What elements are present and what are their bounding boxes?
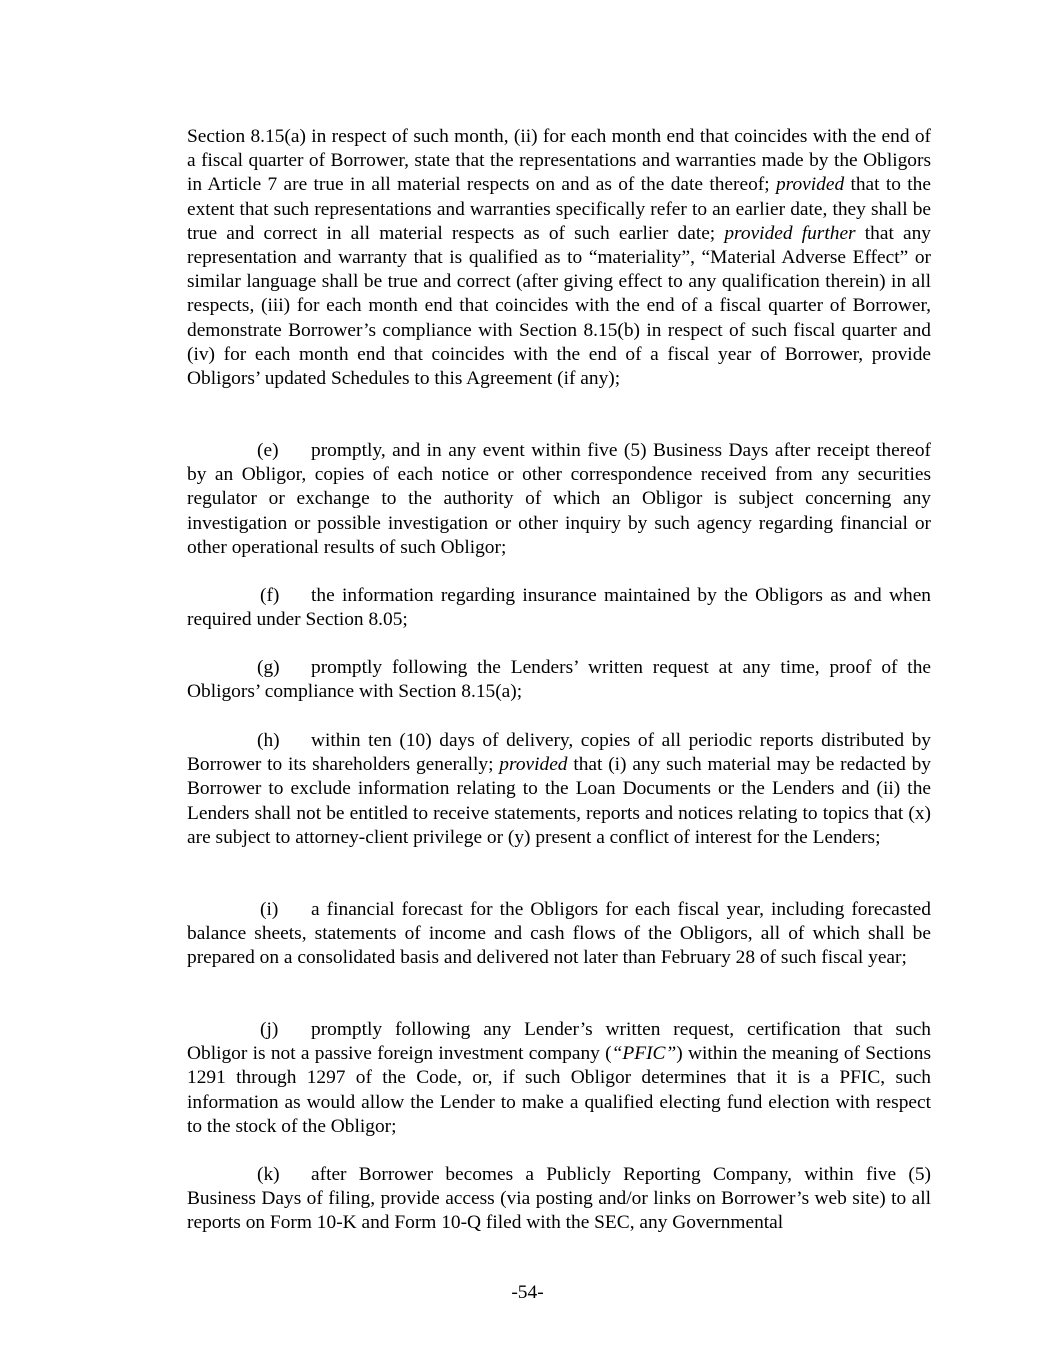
text-run: that any representation and warranty that is qualified as to “materiality”, “Material Adverse Effect” or similar language shall be true and correct (after giving effect to any qualification therein) in all respects, (iii) for each month end that coincides with the end of a fiscal quarter of Borrower, demonstrate Borrower’s compliance with Section 8.15(b) in respect of such fiscal quarter and (iv) for each month end that coincides with the end of a fiscal year of Borrower, provide Obligors’ updated Schedules to this Agreement (if any);: [187, 222, 931, 390]
clause-text: promptly, and in any event within five (5) Business Days after receipt thereof by an Obligor, copies of each notice or other correspondence received from any securities regulator or exchange to the authority of which an Obligor is subject concerning any investigation or possible investigation or other inquiry by such agency regarding financial or other operational results of such Obligor;: [187, 440, 931, 558]
clause-k: [187, 1163, 931, 1236]
clause-text: promptly following any Lender’s written request, certification that such Obligor is not a passive foreign investment company (: [187, 1019, 931, 1065]
clause-text: promptly following the Lenders’ written request at any time, proof of the Obligors’ compliance with Section 8.15(a);: [187, 657, 931, 703]
clause-label: (h): [257, 730, 280, 751]
clause-text: a financial forecast for the Obligors for each fiscal year, including forecasted balance sheets, statements of income and cash flows of the Obligors, all of which shall be prepared on a consolidated basis and delivered not later than February 28 of such fiscal year;: [187, 899, 931, 969]
clause-text: the information regarding insurance maintained by the Obligors as and when required under Section 8.05;: [187, 585, 931, 631]
clause-i: [187, 898, 931, 971]
italic-term: “PFIC”: [611, 1043, 677, 1065]
italic-term: provided: [499, 754, 568, 776]
clause-f: [187, 584, 931, 632]
italic-term: provided: [775, 174, 845, 196]
clause-label: (i): [260, 899, 279, 920]
continuation-paragraph: [187, 125, 931, 391]
clause-text: within ten (10) days of delivery, copies of all periodic reports distributed by Borrower to its shareholders generally;: [187, 730, 931, 776]
clause-text: that (i) any such material may be redacted by Borrower to exclude information relating to the Loan Documents or the Lenders and (ii) the Lenders shall not be entitled to receive statements, reports and notices relating to topics that (x) are subject to attorney-client privilege or (y) present a conflict of interest for the Lenders;: [187, 754, 932, 848]
clause-label: (j): [260, 1019, 279, 1040]
italic-term: provided further: [724, 222, 856, 244]
text-run: Section 8.15(a) in respect of such month, (ii) for each month end that coincides with the end of a fiscal quarter of Borrower, state that the representations and warranties made by the Obligors in Article 7 are true in all material respects on and as of the date thereof;: [187, 126, 931, 196]
clause-text: after Borrower becomes a Publicly Reporting Company, within five (5) Business Days of filing, provide access (via posting and/or links on Borrower’s web site) to all reports on Form 10-K and Form 10-Q filed with the SEC, any Governmental: [187, 1164, 931, 1234]
clause-e: [187, 439, 931, 560]
clause-label: (f): [260, 585, 280, 606]
clause-label: (g): [257, 657, 280, 678]
clause-text: ) within the meaning of Sections 1291 through 1297 of the Code, or, if such Obligor determines that it is a PFIC, such information as would allow the Lender to make a qualified electing fund election with respect to the stock of the Obligor;: [187, 1043, 931, 1137]
clause-h: [187, 729, 931, 850]
clause-label: (e): [257, 440, 279, 461]
clause-j: [187, 1018, 931, 1139]
text-run: that to the extent that such representations and warranties specifically refer to an earlier date, they shall be true and correct in all material respects as of such earlier date;: [187, 174, 931, 244]
page-number: -54-: [511, 1282, 544, 1303]
clause-g: [187, 656, 931, 704]
clause-label: (k): [257, 1164, 280, 1185]
